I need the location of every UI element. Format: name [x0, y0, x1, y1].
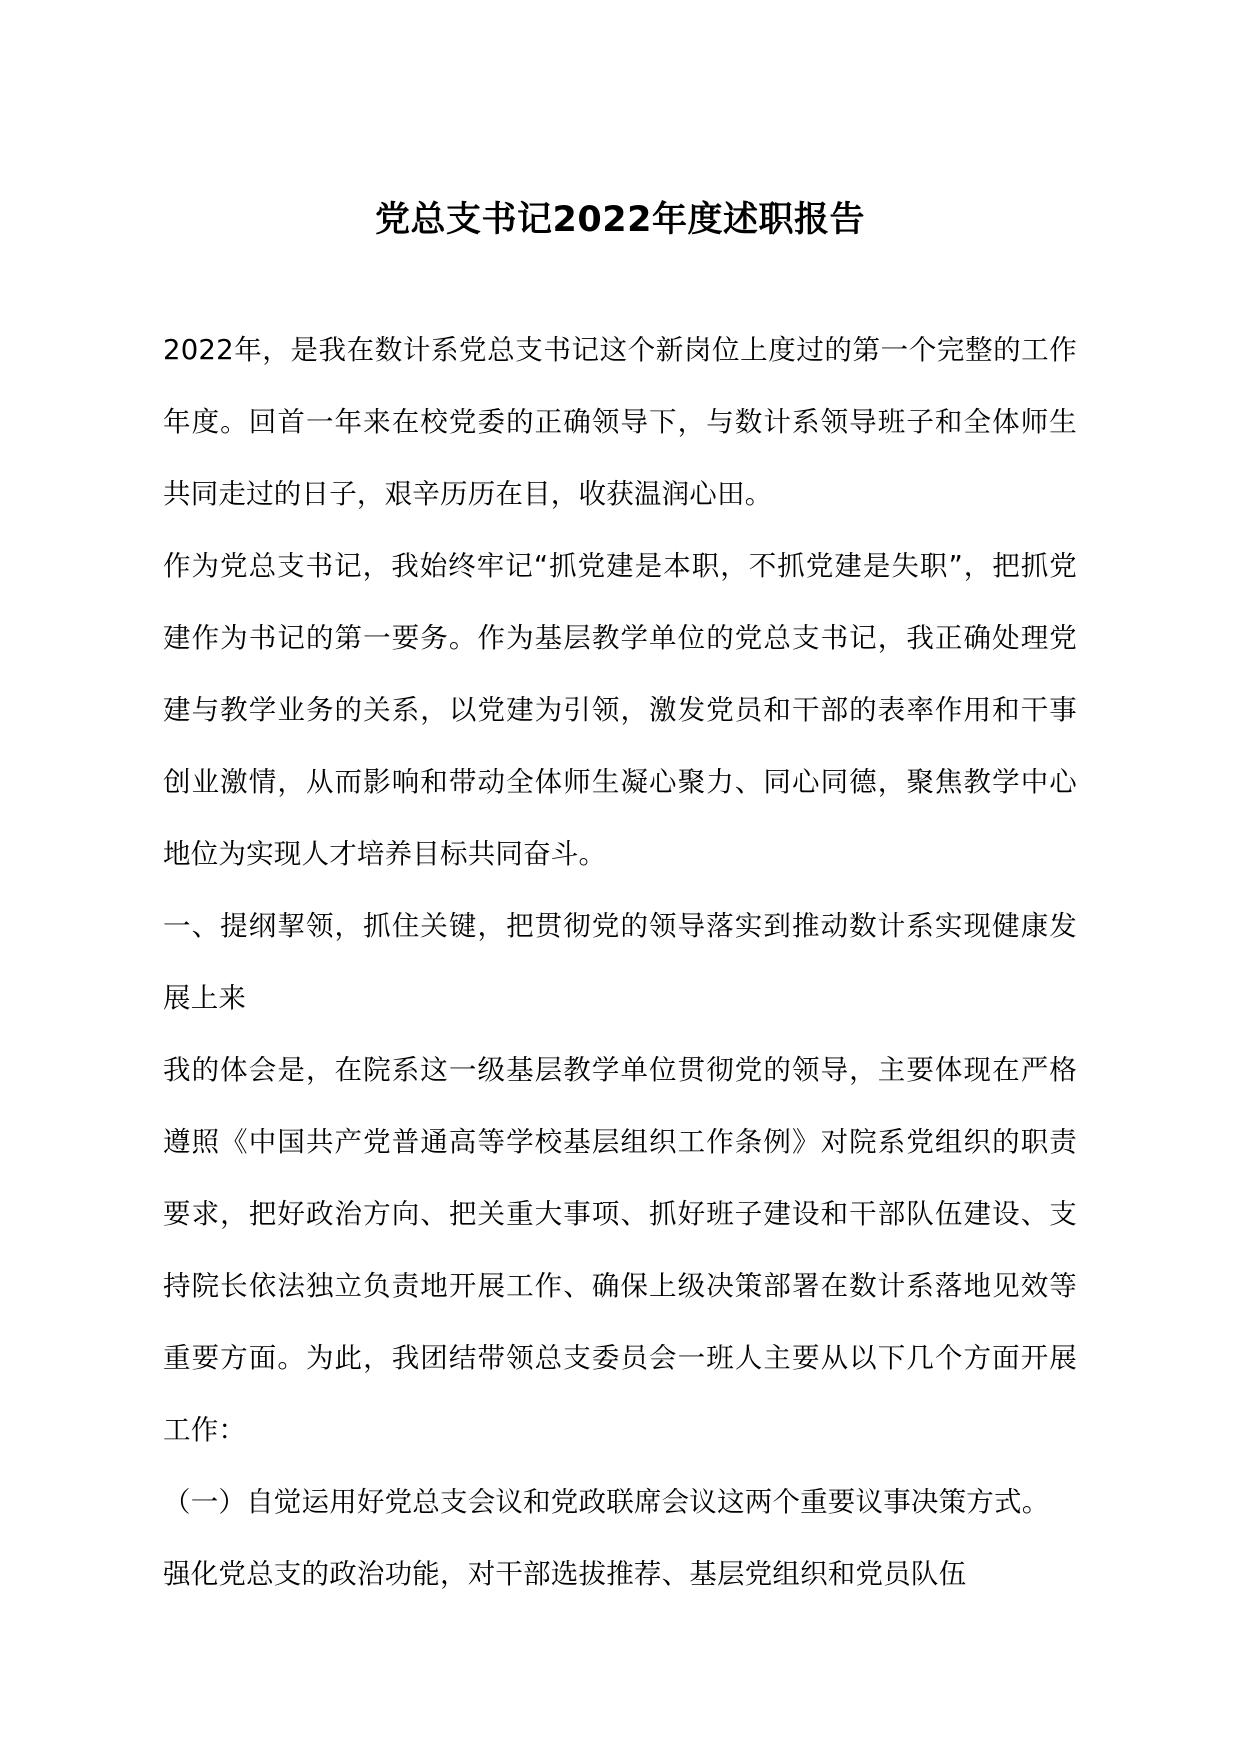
paragraph-2: 作为党总支书记，我始终牢记“抓党建是本职，不抓党建是失职”，把抓党建作为书记的第一要务。作为基层教学单位的党总支书记，我正确处理党建与教学业务的关系，以党建为引领，激发党员和干部的表率作用和干事创业激情，从而影响和带动全体师生凝心聚力、同心同德，聚焦教学中心地位为实现人才培养目标共同奋斗。: [163, 549, 1077, 870]
paragraph-4: （一）自觉运用好党总支会议和党政联席会议这两个重要议事决策方式。: [163, 1485, 1050, 1518]
paragraph-5: 强化党总支的政治功能，对干部选拔推荐、基层党组织和党员队伍: [163, 1557, 967, 1590]
document-body: [163, 244, 1077, 1610]
section-heading-1: 一、提纲挈领，抓住关键，把贯彻党的领导落实到推动数计系实现健康发展上来: [163, 909, 1077, 1014]
paragraph-1: 2022年，是我在数计系党总支书记这个新岗位上度过的第一个完整的工作年度。回首一年来在校党委的正确领导下，与数计系领导班子和全体师生共同走过的日子，艰辛历历在目，收获温润心田。: [163, 333, 1077, 510]
paragraph-3: 我的体会是，在院系这一级基层教学单位贯彻党的领导，主要体现在严格遵照《中国共产党普通高等学校基层组织工作条例》对院系党组织的职责要求，把好政治方向、把关重大事项、抓好班子建设和干部队伍建设、支持院长依法独立负责地开展工作、确保上级决策部署在数计系落地见效等重要方面。为此，我团结带领总支委员会一班人主要从以下几个方面开展工作：: [163, 1053, 1077, 1446]
page-title: 党总支书记2022年度述职报告: [375, 200, 865, 240]
document-content: [163, 0, 1077, 1610]
